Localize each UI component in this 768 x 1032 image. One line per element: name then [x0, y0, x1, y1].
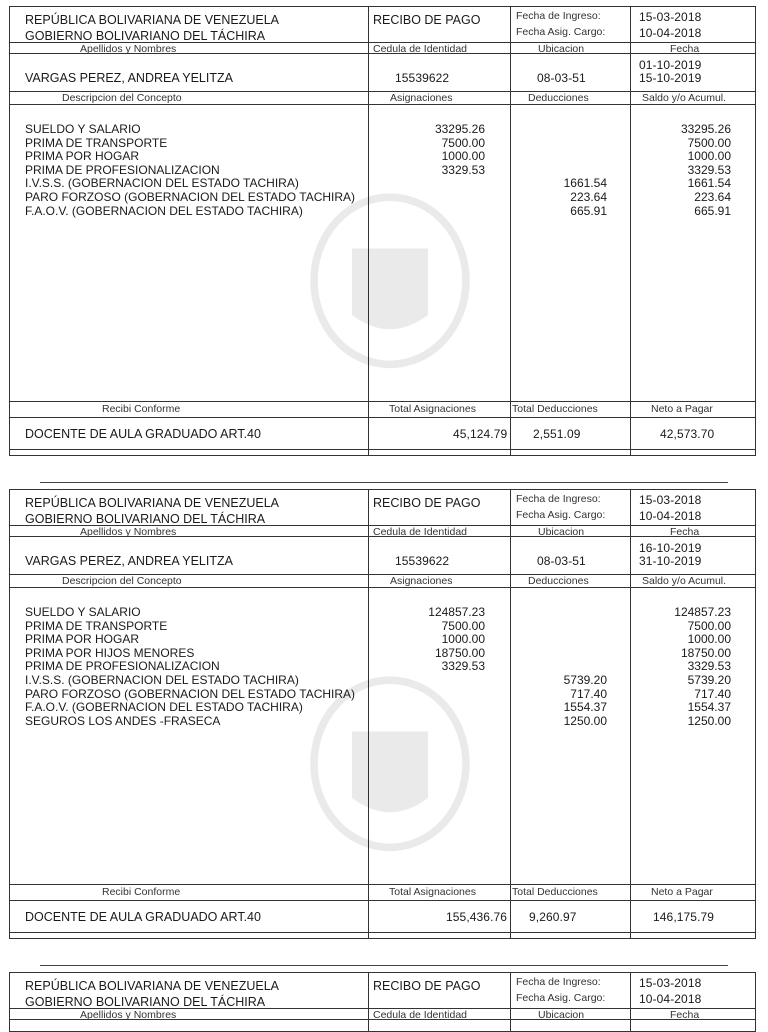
concept-asig-cell — [428, 688, 485, 702]
concept-asig-cell — [428, 674, 485, 688]
concept-ded-cell — [564, 606, 607, 620]
concept-ded-cell: 223.64 — [570, 189, 607, 204]
concept-descriptions — [25, 606, 355, 728]
concept-asig-cell: 1000.00 — [441, 632, 485, 647]
concept-ded-cell: 717.40 — [570, 686, 607, 701]
concept-desc-cell: SUELDO Y SALARIO — [25, 122, 141, 136]
concept-desc-cell: PRIMA POR HIJOS MENORES — [25, 645, 195, 660]
concept-ded-cell — [564, 633, 607, 647]
concept-deducciones — [564, 123, 607, 218]
concept-ded-cell: 1250.00 — [563, 713, 607, 728]
concept-saldo-cell: 1554.37 — [687, 700, 731, 715]
column-divider — [630, 7, 631, 456]
concept-ded-cell — [564, 660, 607, 674]
total-asignaciones: 45,124.79 — [453, 427, 508, 441]
concept-saldo-cell: 7500.00 — [687, 135, 731, 150]
fecha-ingreso-label: Fecha de Ingreso: — [516, 493, 601, 505]
concept-asig-cell: 7500.00 — [441, 135, 485, 150]
concept-asig-cell: 3329.53 — [441, 162, 485, 177]
total-ded-label: Total Deducciones — [512, 403, 598, 415]
fecha-ingreso-label: Fecha de Ingreso: — [516, 976, 601, 988]
concept-desc-cell: I.V.S.S. (GOBERNACION DEL ESTADO TACHIRA) — [25, 176, 299, 191]
row-divider — [10, 884, 755, 885]
row-divider — [10, 449, 755, 450]
saldo-label: Saldo y/o Acumul. — [642, 575, 727, 587]
concept-desc-cell: PRIMA DE PROFESIONALIZACION — [25, 659, 220, 674]
apellidos-label: Apellidos y Nombres — [80, 43, 177, 55]
employee-ubicacion: 08-03-51 — [537, 71, 586, 85]
fecha-asig-label: Fecha Asig. Cargo: — [516, 992, 606, 1004]
saldo-label: Saldo y/o Acumul. — [642, 92, 727, 104]
cedula-label: Cedula de Identidad — [373, 1009, 467, 1021]
concept-desc-cell: PRIMA DE TRANSPORTE — [25, 618, 168, 633]
concept-saldos — [681, 123, 731, 218]
row-divider — [10, 104, 755, 105]
concept-saldo-cell: 1250.00 — [687, 713, 731, 728]
concept-ded-cell — [564, 620, 607, 634]
recibi-label: Recibi Conforme — [102, 886, 181, 898]
concept-saldo-cell: 18750.00 — [680, 645, 731, 660]
neto-a-pagar: 42,573.70 — [660, 427, 715, 441]
ubicacion-label: Ubicacion — [538, 43, 585, 55]
payment-receipt-2 — [9, 489, 756, 939]
concept-desc-cell: PRIMA DE TRANSPORTE — [25, 135, 168, 150]
total-asignaciones: 155,436.76 — [446, 910, 508, 924]
row-divider — [10, 417, 755, 418]
fecha-asig-value: 10-04-2018 — [639, 992, 702, 1006]
header-republica: REPÚBLICA BOLIVARIANA DE VENEZUELA — [25, 496, 280, 510]
column-divider — [510, 973, 511, 1032]
concept-saldo-cell: 1000.00 — [687, 632, 731, 647]
header-gobierno: GOBIERNO BOLIVARIANO DEL TÁCHIRA — [25, 29, 266, 43]
concept-asig-cell — [435, 205, 485, 219]
receipt-separator — [40, 482, 728, 483]
employee-name: VARGAS PEREZ, ANDREA YELITZA — [25, 554, 233, 568]
concept-asignaciones — [428, 606, 485, 728]
period-to: 15-10-2019 — [639, 71, 702, 85]
receipt-title: RECIBO DE PAGO — [373, 979, 481, 993]
concept-asig-cell: 124857.23 — [428, 605, 485, 619]
column-divider — [510, 490, 511, 939]
concept-saldo-cell: 1000.00 — [687, 149, 731, 164]
concept-asig-cell — [428, 701, 485, 715]
row-divider — [10, 401, 755, 402]
ubicacion-label: Ubicacion — [538, 526, 585, 538]
concept-deducciones — [564, 606, 607, 728]
cedula-label: Cedula de Identidad — [373, 526, 467, 538]
recibi-label: Recibi Conforme — [102, 403, 181, 415]
receipt-separator — [40, 965, 728, 966]
total-deducciones: 2,551.09 — [533, 427, 581, 441]
concept-desc-cell: PRIMA POR HOGAR — [25, 632, 140, 647]
employee-name: VARGAS PEREZ, ANDREA YELITZA — [25, 71, 233, 85]
fecha-asig-value: 10-04-2018 — [639, 509, 702, 523]
concept-asig-cell: 1000.00 — [441, 149, 485, 164]
fecha-ingreso-value: 15-03-2018 — [639, 976, 702, 990]
fecha-label: Fecha — [670, 526, 700, 538]
concept-asig-cell — [435, 191, 485, 205]
concept-saldo-cell: 3329.53 — [687, 162, 731, 177]
row-divider — [10, 932, 755, 933]
cedula-label: Cedula de Identidad — [373, 43, 467, 55]
concept-saldo-cell: 5739.20 — [687, 672, 731, 687]
concept-ded-cell — [564, 150, 607, 164]
column-divider — [510, 7, 511, 456]
fecha-ingreso-label: Fecha de Ingreso: — [516, 10, 601, 22]
concept-desc-cell: PARO FORZOSO (GOBERNACION DEL ESTADO TACHIRA) — [25, 189, 356, 204]
total-asig-label: Total Asignaciones — [389, 403, 476, 415]
concept-desc-cell: SEGUROS LOS ANDES -FRASECA — [25, 713, 221, 728]
concept-ded-cell: 1554.37 — [563, 700, 607, 715]
period-to: 31-10-2019 — [639, 554, 702, 568]
concept-saldo-cell: 3329.53 — [687, 659, 731, 674]
concept-saldo-cell: 7500.00 — [687, 618, 731, 633]
payment-receipt-3 — [9, 972, 756, 1032]
column-divider — [630, 973, 631, 1032]
header-gobierno: GOBIERNO BOLIVARIANO DEL TÁCHIRA — [25, 512, 266, 526]
asignaciones-label: Asignaciones — [390, 575, 453, 587]
column-divider — [368, 973, 369, 1032]
concept-desc-cell: PRIMA POR HOGAR — [25, 149, 140, 164]
period-from: 01-10-2019 — [639, 58, 702, 72]
fecha-asig-label: Fecha Asig. Cargo: — [516, 26, 606, 38]
receipt-title: RECIBO DE PAGO — [373, 496, 481, 510]
deducciones-label: Deducciones — [528, 92, 589, 104]
concept-desc-cell: F.A.O.V. (GOBERNACION DEL ESTADO TACHIRA) — [25, 203, 303, 218]
ubicacion-label: Ubicacion — [538, 1009, 585, 1021]
row-divider — [10, 587, 755, 588]
header-republica: REPÚBLICA BOLIVARIANA DE VENEZUELA — [25, 979, 280, 993]
concept-saldos — [674, 606, 731, 728]
concept-ded-cell — [564, 123, 607, 137]
total-deducciones: 9,260.97 — [529, 910, 577, 924]
concept-saldo-cell: 665.91 — [694, 203, 731, 218]
concept-asignaciones — [435, 123, 485, 218]
concept-descriptions — [25, 123, 355, 218]
concept-ded-cell: 5739.20 — [563, 672, 607, 687]
concept-asig-cell: 18750.00 — [434, 645, 485, 660]
employee-cedula: 15539622 — [395, 71, 450, 85]
column-divider — [630, 490, 631, 939]
total-ded-label: Total Deducciones — [512, 886, 598, 898]
header-gobierno: GOBIERNO BOLIVARIANO DEL TÁCHIRA — [25, 995, 266, 1009]
fecha-label: Fecha — [670, 43, 700, 55]
concept-ded-cell: 665.91 — [570, 203, 607, 218]
concept-ded-cell — [564, 137, 607, 151]
fecha-label: Fecha — [670, 1009, 700, 1021]
neto-label: Neto a Pagar — [651, 886, 713, 898]
job-title: DOCENTE DE AULA GRADUADO ART.40 — [25, 910, 261, 924]
concept-asig-cell — [428, 715, 485, 729]
concept-desc-cell: I.V.S.S. (GOBERNACION DEL ESTADO TACHIRA) — [25, 672, 299, 687]
concept-desc-cell: PRIMA DE PROFESIONALIZACION — [25, 162, 220, 177]
concept-ded-cell — [564, 164, 607, 178]
concept-saldo-cell: 223.64 — [694, 189, 731, 204]
neto-label: Neto a Pagar — [651, 403, 713, 415]
concept-asig-cell: 33295.26 — [434, 122, 485, 136]
apellidos-label: Apellidos y Nombres — [80, 1009, 177, 1021]
fecha-ingreso-value: 15-03-2018 — [639, 493, 702, 507]
concept-saldo-cell: 124857.23 — [674, 605, 731, 619]
asignaciones-label: Asignaciones — [390, 92, 453, 104]
concept-saldo-cell: 1661.54 — [687, 176, 731, 191]
fecha-asig-value: 10-04-2018 — [639, 26, 702, 40]
job-title: DOCENTE DE AULA GRADUADO ART.40 — [25, 427, 261, 441]
concept-asig-cell — [435, 177, 485, 191]
apellidos-label: Apellidos y Nombres — [80, 526, 177, 538]
concept-asig-cell: 7500.00 — [441, 618, 485, 633]
neto-a-pagar: 146,175.79 — [653, 910, 715, 924]
payment-receipt-1 — [9, 6, 756, 456]
concept-asig-cell: 3329.53 — [441, 659, 485, 674]
row-divider — [10, 900, 755, 901]
concept-ded-cell — [564, 647, 607, 661]
concept-saldo-cell: 33295.26 — [680, 122, 731, 136]
concept-saldo-cell: 717.40 — [694, 686, 731, 701]
fecha-asig-label: Fecha Asig. Cargo: — [516, 509, 606, 521]
concept-ded-cell: 1661.54 — [563, 176, 607, 191]
descripcion-label: Descripcion del Concepto — [62, 575, 182, 587]
receipt-title: RECIBO DE PAGO — [373, 13, 481, 27]
concept-desc-cell: SUELDO Y SALARIO — [25, 605, 141, 619]
employee-cedula: 15539622 — [395, 554, 450, 568]
concept-desc-cell: PARO FORZOSO (GOBERNACION DEL ESTADO TACHIRA) — [25, 686, 356, 701]
total-asig-label: Total Asignaciones — [389, 886, 476, 898]
descripcion-label: Descripcion del Concepto — [62, 92, 182, 104]
fecha-ingreso-value: 15-03-2018 — [639, 10, 702, 24]
concept-desc-cell: F.A.O.V. (GOBERNACION DEL ESTADO TACHIRA) — [25, 700, 303, 715]
employee-ubicacion: 08-03-51 — [537, 554, 586, 568]
deducciones-label: Deducciones — [528, 575, 589, 587]
period-from: 16-10-2019 — [639, 541, 702, 555]
header-republica: REPÚBLICA BOLIVARIANA DE VENEZUELA — [25, 13, 280, 27]
